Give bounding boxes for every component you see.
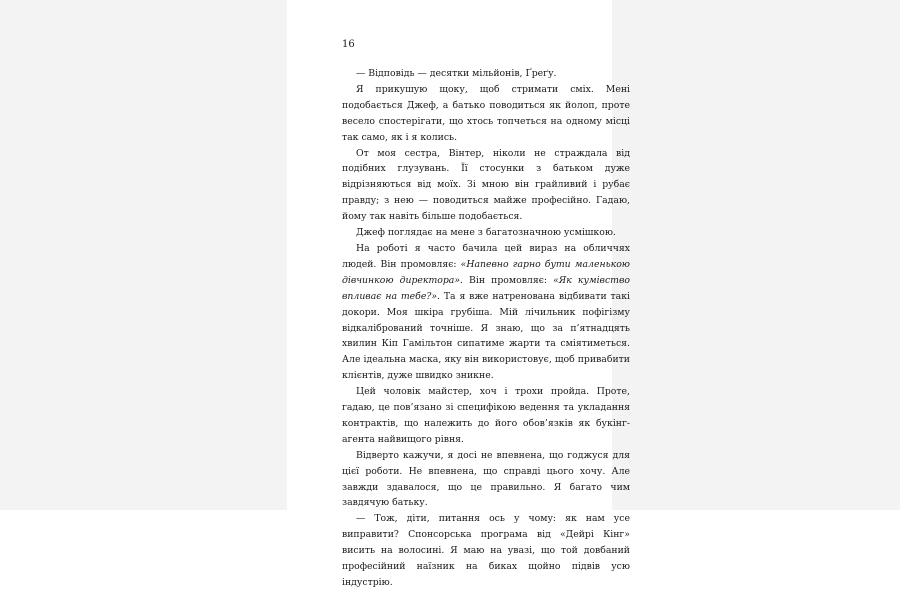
text-segment: . Він промовляє: <box>460 274 554 286</box>
paragraph <box>342 225 630 241</box>
text-segment: Джеф поглядає на мене з багатозначною усмішкою. <box>356 227 616 239</box>
left-margin-background <box>0 0 287 510</box>
text-segment: Я прикушую щоку, щоб стримати сміх. Мені подобається Джеф, а батько поводиться як йолоп, проте весело спостерігати, що хтось топчеться на одному місці так само, як і я колись. <box>342 83 630 143</box>
text-segment: Цей чоловік майстер, хоч і трохи пройда. Проте, гадаю, це пов’язано зі специфікою ведення та укладання контрактів, що належить до його обов’язків як букінг-агента найвищого рівня. <box>342 386 630 445</box>
paragraph <box>342 448 630 512</box>
page-number: 16 <box>342 39 355 50</box>
paragraph <box>342 384 630 448</box>
body-text <box>342 66 630 591</box>
text-segment: — Тож, діти, питання ось у чому: як нам усе виправити? Спонсорська програма від «Дейрі Кінг» висить на волосині. Я маю на увазі, що той довбаний професійний наїзник на биках щойно підвів усю індустрію. <box>342 513 630 588</box>
paragraph <box>342 66 630 82</box>
book-page <box>287 0 630 588</box>
italic-quote: «Як кумівство впливає на тебе?» <box>342 274 630 302</box>
text-segment: На роботі я часто бачила цей вираз на обличчях людей. Він промовляє: <box>342 242 630 270</box>
text-segment: Відверто кажучи, я досі не впевнена, що годжуся для цієї роботи. Не впевнена, що справді цього хочу. Але завжди здавалося, що це правильно. Я багато чим завдячую батьку. <box>342 449 630 509</box>
text-segment: . Та я вже натренована відбивати такі докори. Моя шкіра грубіша. Мій лічильник пофігізму відкалібрований точніше. Я знаю, що за п’ятнадцять хвилин Кіп Гамільтон сипатиме жарти та сміятиметься. Але ідеальна маска, яку він використовує, щоб привабити клієнтів, дуже швидко зникне. <box>342 290 630 382</box>
paragraph <box>342 241 630 384</box>
paragraph <box>342 82 630 146</box>
paragraph <box>342 511 630 591</box>
paragraph <box>342 146 630 226</box>
right-margin-background <box>612 0 900 510</box>
text-segment: От моя сестра, Вінтер, ніколи не страждала від подібних глузувань. Її стосунки з батьком дуже відрізняються від моїх. Зі мною він грайливий і рубає правду; з нею — поводиться майже професійно. Гадаю, йому так навіть більше подобається. <box>342 147 630 223</box>
italic-quote: «Напевно гарно бути маленькою дівчинкою директора» <box>342 258 630 286</box>
text-segment: — Відповідь — десятки мільйонів, Ґреґу. <box>356 68 557 79</box>
